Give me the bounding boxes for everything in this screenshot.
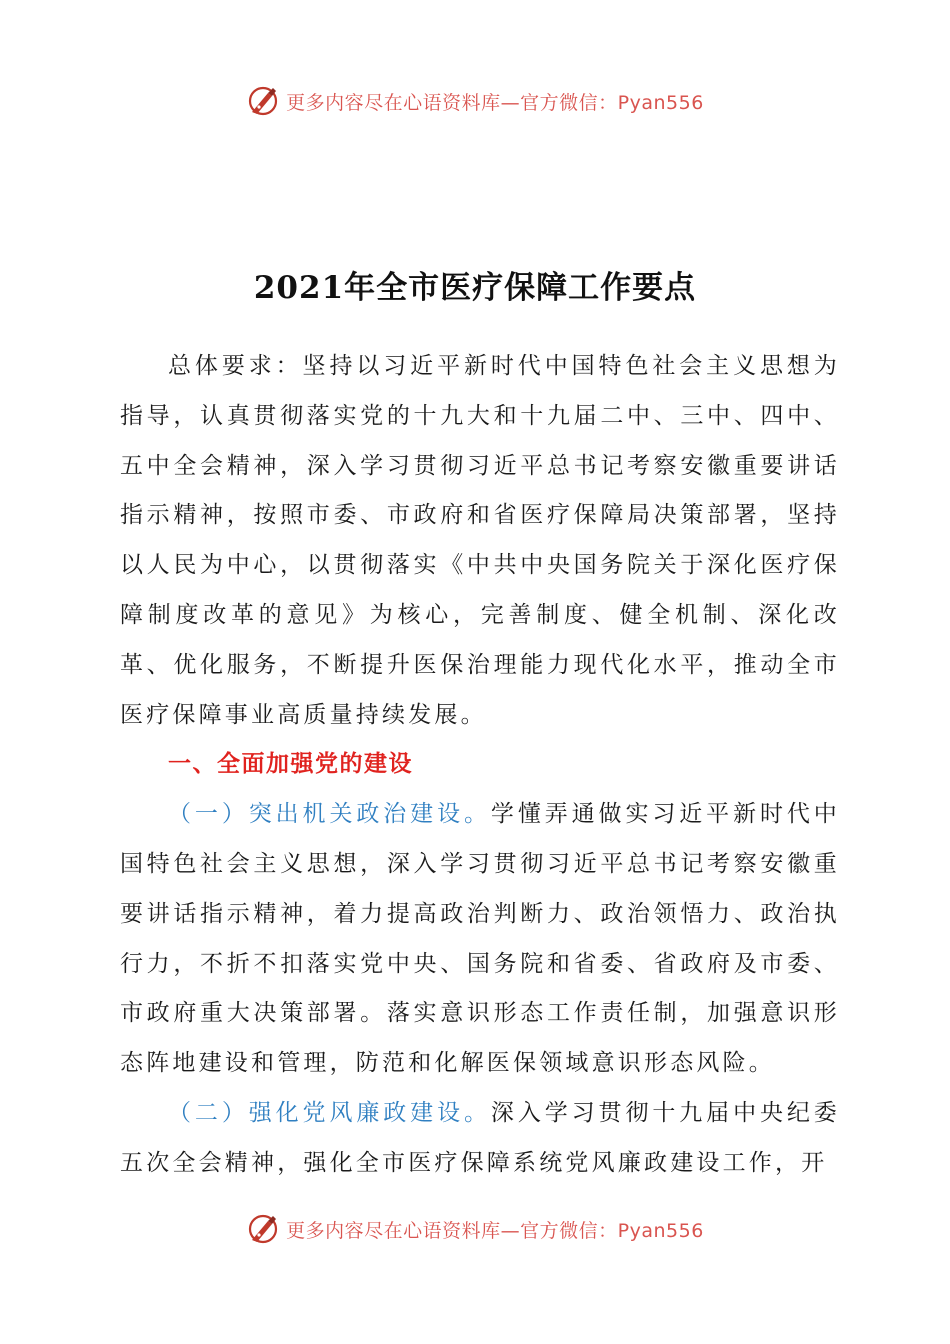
document-body [120,342,840,1189]
watermark-text: 更多内容尽在心语资料库—官方微信：Pyan556 [286,91,704,114]
section-item-label: （二）强化党风廉政建设。 [168,1099,491,1126]
pen-nib-circle-icon [246,1212,280,1246]
pen-nib-circle-icon [246,84,280,118]
watermark-bottom [0,1212,950,1246]
section-heading: 一、全面加强党的建设 [168,751,413,778]
watermark-text: 更多内容尽在心语资料库—官方微信：Pyan556 [286,1219,704,1242]
section-item-text: 学懂弄通做实习近平新时代中国特色社会主义思想，深入学习贯彻习近平总书记考察安徽重要讲话指示精神，着力提高政治判断力、政治领悟力、政治执行力，不折不扣落实党中央、国务院和省委、省政府及市委、市政府重大决策部署。落实意识形态工作责任制，加强意识形态阵地建设和管理，防范和化解医保领域意识形态风险。 [120,801,840,1077]
section-item-text: 深入学习贯彻十九届中央纪委五次全会精神，强化全市医疗保障系统党风廉政建设工作，开 [120,1099,840,1176]
page-title: 2021年全市医疗保障工作要点 [253,270,697,306]
intro-paragraph: 总体要求：坚持以习近平新时代中国特色社会主义思想为指导，认真贯彻落实党的十九大和十九届二中、三中、四中、五中全会精神，深入学习贯彻习近平总书记考察安徽重要讲话指示精神，按照市委、市政府和省医疗保障局决策部署，坚持以人民为中心，以贯彻落实《中共中央国务院关于深化医疗保障制度改革的意见》为核心，完善制度、健全机制、深化改革、优化服务，不断提升医保治理能力现代化水平，推动全市医疗保障事业高质量持续发展。 [120,353,840,728]
section-item [120,790,840,1089]
section-item-label: （一）突出机关政治建设。 [168,801,491,828]
section-item [120,1089,840,1189]
watermark-top [0,84,950,118]
